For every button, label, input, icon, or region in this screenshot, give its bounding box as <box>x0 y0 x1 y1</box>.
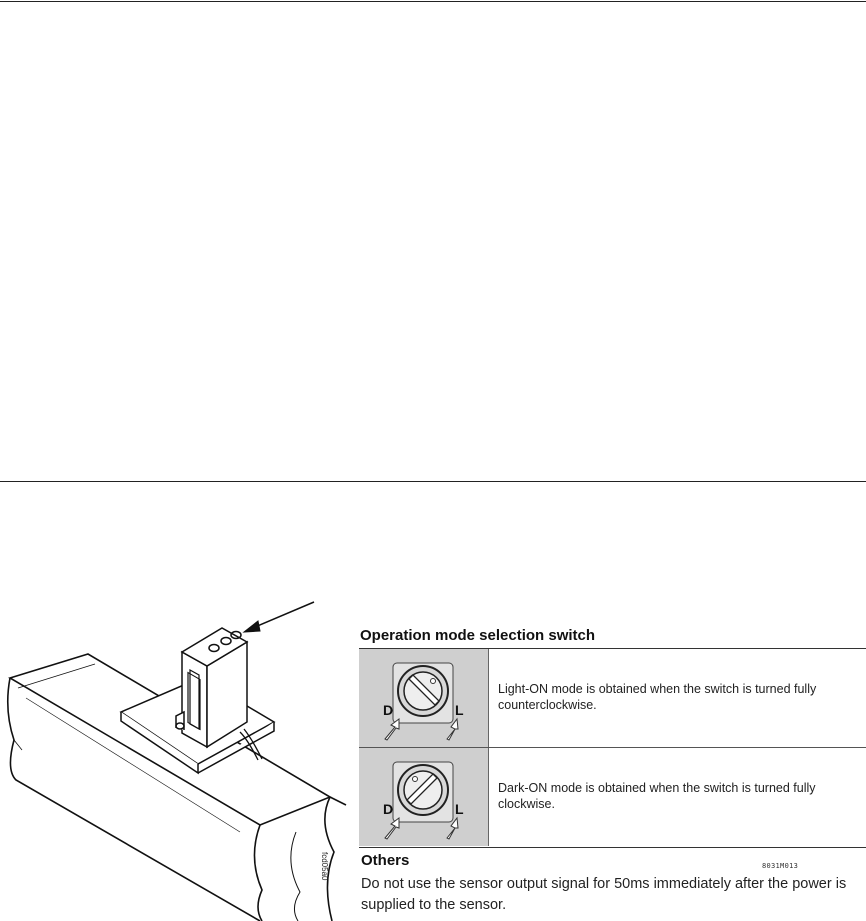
top-rule <box>0 1 866 2</box>
pointer-arrow <box>244 602 314 632</box>
light-on-description: Light-ON mode is obtained when the switch is turned fully counterclockwise. <box>498 682 817 712</box>
sensor-mounting-illustration <box>0 590 350 921</box>
figure-code: 8031M013 <box>762 862 799 870</box>
light-on-row <box>359 649 866 748</box>
switch-image-dark-on <box>359 748 489 846</box>
mode-switch-title: Operation mode selection switch <box>360 627 596 644</box>
dial-left-letter: D <box>383 702 394 718</box>
mode-switch-table <box>359 648 866 848</box>
dial-right-letter: L <box>455 702 464 718</box>
dial-right-letter: L <box>455 801 464 817</box>
dark-on-row <box>359 748 866 846</box>
dark-on-description: Dark-ON mode is obtained when the switch is turned fully clockwise. <box>498 781 816 811</box>
dial-switch-ccw-icon <box>359 649 488 747</box>
others-heading: Others <box>361 852 410 869</box>
illustration-side-code: fcd05a0 <box>320 852 329 881</box>
dial-switch-cw-icon <box>359 748 488 846</box>
dial-left-letter: D <box>383 801 394 817</box>
others-paragraph: Do not use the sensor output signal for 50ms immediately after the power is supplied to the sensor. <box>361 876 847 913</box>
switch-image-light-on <box>359 649 489 747</box>
section-divider-rule <box>0 481 866 482</box>
